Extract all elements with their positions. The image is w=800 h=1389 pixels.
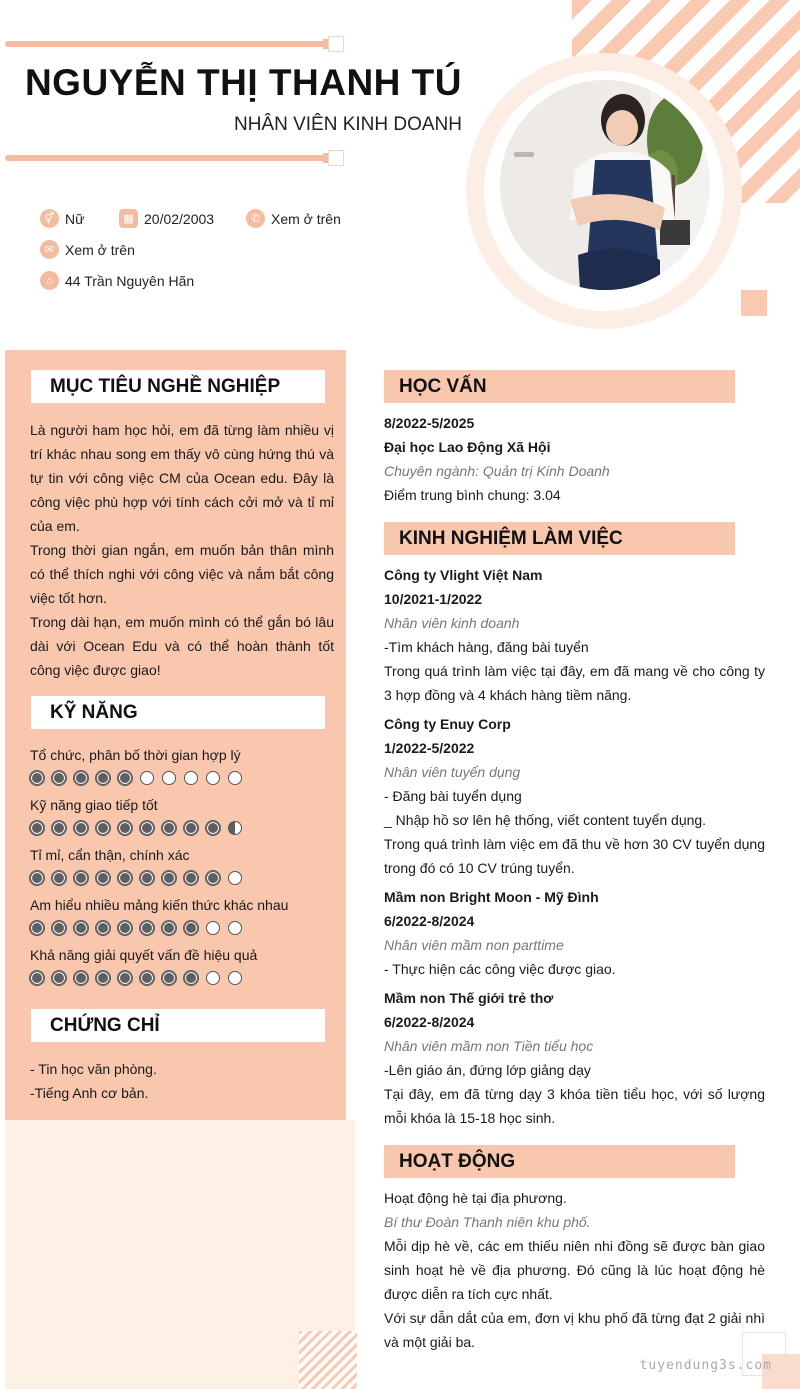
skill-dot [162,971,176,985]
info-birthday [119,209,214,228]
job-period: 10/2021-1/2022 [384,591,483,607]
experience-heading: KINH NGHIỆM LÀM VIỆC [384,522,735,555]
skill-dot [228,821,242,835]
corner-square-decoration [741,290,767,316]
skill-label: Am hiểu nhiều mảng kiến thức khác nhau [30,897,289,913]
skill-label: Tổ chức, phân bố thời gian hợp lý [30,747,241,763]
email-icon: ✉ [40,240,59,259]
activity-role: Bí thư Đoàn Thanh niên khu phố. [384,1214,591,1230]
skill-dot [184,771,198,785]
certificates-heading: CHỨNG CHỈ [31,1009,325,1042]
skill-dot [228,921,242,935]
skill-dot [184,971,198,985]
objective-text [30,418,334,682]
activity-detail-line: Mỗi dịp hè về, các em thiếu niên nhi đồng sẽ được bàn giao sinh hoạt hè về địa phương. Đó cũng là lúc hoạt động hè được diễn ra tích cực nhất. [384,1238,765,1302]
skill-dot [140,971,154,985]
job-role: Nhân viên kinh doanh [384,615,520,631]
info-gender [40,209,84,228]
education-gpa: Điểm trung bình chung: 3.04 [384,487,561,503]
skill-dot [52,921,66,935]
job-details [384,1058,765,1130]
skill-dot [74,921,88,935]
skill-dot [74,821,88,835]
skill-dot [30,871,44,885]
job-company: Công ty Enuy Corp [384,716,511,732]
job-company: Mầm non Bright Moon - Mỹ Đình [384,889,599,905]
gender-icon: ⚥ [40,209,59,228]
activity-name: Hoạt động hè tại địa phương. [384,1190,567,1206]
objective-heading: MỤC TIÊU NGHỀ NGHIỆP [31,370,325,403]
certificates-list [30,1057,334,1105]
calendar-icon: ▦ [119,209,138,228]
candidate-title: NHÂN VIÊN KINH DOANH [233,114,462,135]
skill-dot [96,971,110,985]
skill-dot [184,921,198,935]
skill-label: Khả năng giải quyết vấn đề hiệu quả [30,947,258,963]
skill-dot [30,821,44,835]
skill-dot [96,771,110,785]
skill-dot [74,971,88,985]
job-role: Nhân viên tuyển dụng [384,764,521,780]
info-email [40,240,135,259]
skill-dot [140,771,154,785]
job-details [384,635,765,707]
skill-dot [140,921,154,935]
certificate-item: -Tiếng Anh cơ bản. [30,1085,149,1101]
skill-dot [52,971,66,985]
skill-dot [30,921,44,935]
phone-icon: ✆ [246,209,265,228]
header-top-line-end [328,36,344,52]
skill-dot [140,871,154,885]
skill-dot [228,971,242,985]
skill-dot [162,821,176,835]
skills-heading: KỸ NĂNG [31,696,325,729]
skill-dot [206,921,220,935]
activity-detail-line: Với sự dẫn dắt của em, đơn vị khu phố đã từng đạt 2 giải nhì và một giải ba. [384,1310,765,1350]
skill-dot [118,871,132,885]
info-address [40,271,194,290]
skill-dot [30,771,44,785]
info-phone [246,209,341,228]
job-detail-line: Trong quá trình làm việc tại đây, em đã mang về cho công ty 3 hợp đồng và 4 khách hàng tiềm năng. [384,663,765,703]
skill-rating [30,821,242,835]
info-phone-value: Xem ở trên [271,210,341,227]
skill-rating [30,871,242,885]
job-period: 1/2022-5/2022 [384,740,475,756]
skill-dot [52,771,66,785]
job-detail-line: _ Nhập hồ sơ lên hệ thống, viết content tuyển dụng. [384,812,707,828]
certificate-item: - Tin học văn phòng. [30,1061,157,1077]
job-detail-line: -Lên giáo án, đứng lớp giảng dạy [384,1062,591,1078]
skill-dot [184,871,198,885]
skill-dot [206,971,220,985]
job-detail-line: Tại đây, em đã từng dạy 3 khóa tiền tiểu học, với số lượng mỗi khóa là 15-18 học sinh. [384,1086,765,1126]
education-period: 8/2022-5/2025 [384,415,475,431]
skill-dot [206,871,220,885]
education-school: Đại học Lao Động Xã Hội [384,439,551,455]
job-company: Công ty Vlight Việt Nam [384,567,543,583]
job-details [384,957,765,981]
job-detail-line: - Đăng bài tuyển dụng [384,788,522,804]
activities-heading: HOẠT ĐỘNG [384,1145,735,1178]
job-detail-line: -Tìm khách hàng, đăng bài tuyển [384,639,589,655]
bottom-stripe-decoration [299,1331,357,1389]
skill-label: Tỉ mỉ, cẩn thận, chính xác [30,847,190,863]
activity-details [384,1234,765,1354]
objective-paragraph: Là người ham học hỏi, em đã từng làm nhiều vị trí khác nhau song em thấy vô cùng hứng thú và tự tin với công việc CM của Ocean edu. Đây là công việc phù hợp với tính cách cởi mở và tỉ mỉ của em. [30,422,334,534]
job-details [384,784,765,880]
skill-dot [96,871,110,885]
objective-paragraph: Trong thời gian ngắn, em muốn bản thân mình có thể thích nghi với công việc và nắm bắt công việc tốt hơn. [30,542,334,606]
skill-dot [118,921,132,935]
job-role: Nhân viên mầm non parttime [384,937,564,953]
profile-photo [500,80,710,290]
skill-dot [118,971,132,985]
info-gender-value: Nữ [65,210,85,227]
skill-rating [30,771,242,785]
skill-rating [30,921,242,935]
skill-dot [228,871,242,885]
header-bottom-line-end [328,150,344,166]
watermark: tuyendung3s.com [639,1358,772,1373]
skill-dot [74,771,88,785]
skill-dot [162,771,176,785]
job-detail-line: - Thực hiện các công việc được giao. [384,961,616,977]
job-detail-line: Trong quá trình làm việc em đã thu về hơn 30 CV tuyển dụng trong đó có 10 CV trúng tuyển. [384,836,765,876]
skill-dot [96,821,110,835]
skill-dot [52,821,66,835]
skill-dot [228,771,242,785]
skill-dot [96,921,110,935]
objective-paragraph: Trong dài hạn, em muốn mình có thể gắn bó lâu dài với Ocean Edu và có thể hoàn thành tốt công việc được giao! [30,614,334,678]
skill-dot [118,771,132,785]
skill-rating [30,971,242,985]
job-period: 6/2022-8/2024 [384,1014,475,1030]
skill-dot [162,921,176,935]
skill-dot [140,821,154,835]
home-icon: ⌂ [40,271,59,290]
education-heading: HỌC VẤN [384,370,735,403]
header-bottom-line [5,155,325,161]
skill-dot [118,821,132,835]
job-role: Nhân viên mầm non Tiền tiểu học [384,1038,594,1054]
header-top-line [5,41,325,47]
skill-label: Kỹ năng giao tiếp tốt [30,797,158,813]
skill-dot [206,771,220,785]
job-company: Mầm non Thế giới trẻ thơ [384,990,554,1006]
skill-dot [74,871,88,885]
skill-dot [30,971,44,985]
skill-dot [206,821,220,835]
info-birthday-value: 20/02/2003 [144,210,215,227]
education-major: Chuyên ngành: Quản trị Kinh Doanh [384,463,610,479]
skill-dot [52,871,66,885]
skill-dot [184,821,198,835]
skill-dot [162,871,176,885]
info-address-value: 44 Trần Nguyên Hãn [65,272,195,289]
job-period: 6/2022-8/2024 [384,913,475,929]
info-email-value: Xem ở trên [65,241,135,258]
candidate-name: NGUYỄN THỊ THANH TÚ [24,62,462,103]
